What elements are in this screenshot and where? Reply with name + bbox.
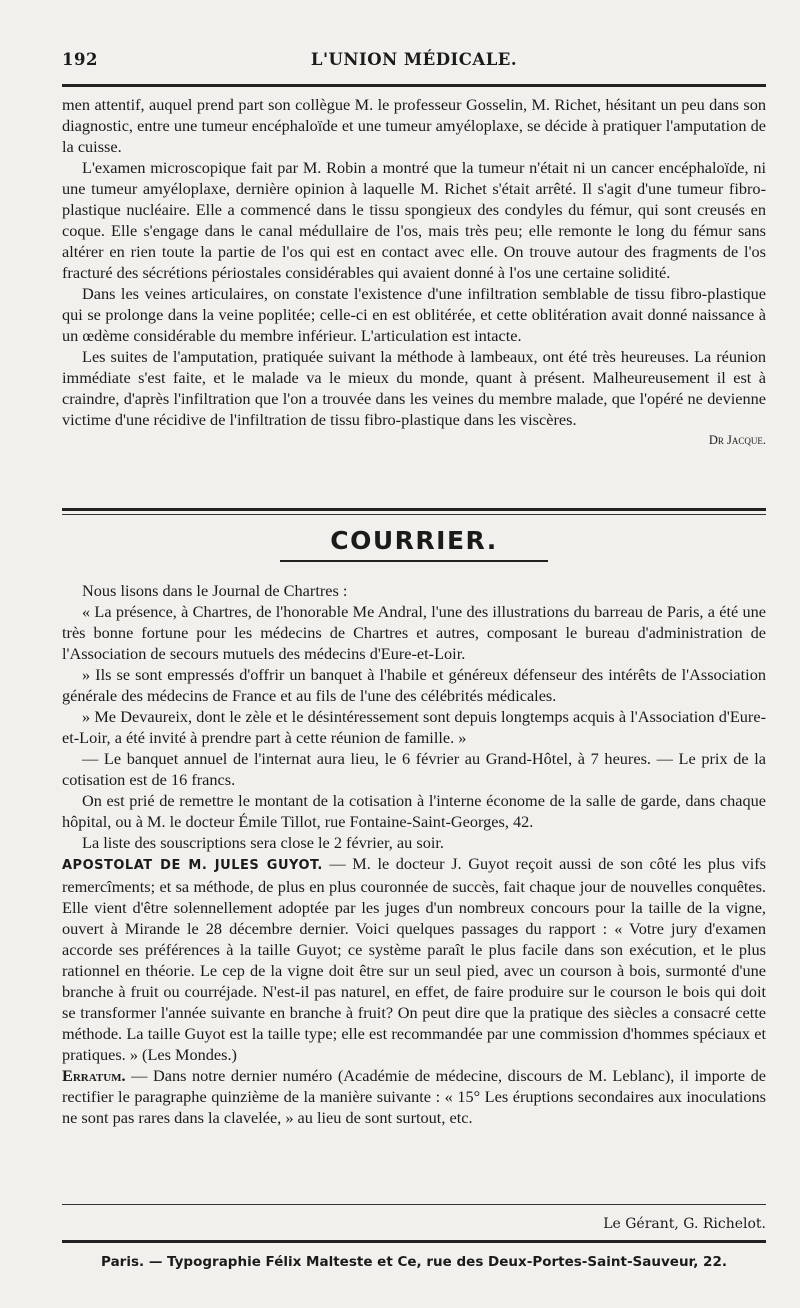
banquet-notice: — Le banquet annuel de l'internat aura lieu, le 6 février au Grand-Hôtel, à 7 heures. — Le prix de la cotisation est de 16 francs. — [62, 749, 766, 789]
apostolat-paragraph — [62, 853, 766, 1065]
courrier-body — [62, 580, 766, 1128]
quote-paragraph: » Ils se sont empressés d'offrir un banquet à l'habile et généreux défenseur des intérêts de l'Association générale des médecins de France et au fils de l'une des célébrités médicales. — [62, 665, 766, 705]
header-rule — [62, 84, 766, 87]
article-continuation — [62, 94, 766, 451]
article-paragraph: Dans les veines articulaires, on constate l'existence d'une infiltration semblable de tissu fibro-plastique qui se prolonge dans la veine poplitée; celle-ci en est oblitérée, et cette oblitération avait donné naissance à un œdème considérable du membre inférieur. L'articulation est intacte. — [62, 284, 766, 345]
running-header — [62, 50, 766, 76]
journal-title: L'UNION MÉDICALE. — [310, 50, 518, 69]
section-title: COURRIER. — [330, 526, 498, 555]
article-paragraph: L'examen microscopique fait par M. Robin a montré que la tumeur n'était ni un cancer encéphaloïde, ni une tumeur amyéloplaxe, dernière opinion à laquelle M. Richet s'était arrêté. Il s'agit d'une tumeur fibro-plastique nucléaire. Elle a commencé dans le tissu spongieux des condyles du fémur, qui sont creusés en coque. Elle s'engage dans le canal médullaire de l'os, mais très peu; elle remonte le long du fémur sans altérer en rien toute la partie de l'os qui est en contact avec elle. On trouve autour des fragments de l'os fracturé des sécrétions périostales considérables qui avaient donné à l'os une certaine solidité. — [62, 158, 766, 282]
intro-line: Nous lisons dans le Journal de Chartres : — [82, 581, 348, 600]
apostolat-text: — M. le docteur J. Guyot reçoit aussi de son côté les plus vifs remercîments; et sa méthode, de plus en plus couronnée de succès, fait chaque jour de nouvelles conquêtes. Elle vient d'être solennellement adoptée par les juges d'un nombreux concours pour la taille de la vigne, ouvert à Mirande le 28 décembre dernier. Voici quelques passages du rapport : « Votre jury d'examen accorde ses préférences à la taille Guyot; ce système paraît le plus facile dans son exécution, et le plus rationnel en théorie. Le cep de la vigne doit être sur un seul pied, avec un courson à bois, surmonté d'une branche à fruit ou courréjade. N'est-il pas naturel, en effet, de faire produire sur le courson le bois qui doit se transformer l'année suivante en branche à fruit? On peut dire que la pratique des siècles a consacré cette méthode. La taille Guyot est la taille type; elle est recommandée par une commission d'hommes spéciaux et pratiques. » (Les Mondes.) — [62, 854, 766, 1064]
apostolat-label: APOSTOLAT DE M. JULES GUYOT. — [62, 858, 323, 873]
footer-rule — [62, 1240, 766, 1243]
article-signature: Dr Jacque. — [708, 433, 766, 447]
closing-rule — [62, 1204, 766, 1205]
erratum-label: Erratum. — [62, 1066, 126, 1085]
page-number: 192 — [62, 50, 98, 69]
section-rule — [62, 508, 766, 511]
souscriptions-notice: La liste des souscriptions sera close le 2 février, au soir. — [82, 833, 444, 852]
gerant-signature: Le Gérant, G. Richelot. — [603, 1216, 766, 1232]
section-rule-thin — [62, 514, 766, 515]
printer-footer: Paris. — Typographie Félix Malteste et Ce, rue des Deux-Portes-Saint-Sauveur, 22. — [101, 1254, 727, 1270]
erratum-text: — Dans notre dernier numéro (Académie de médecine, discours de M. Leblanc), il importe de rectifier le paragraphe quinzième de la manière suivante : « 15° Les éruptions secondaires aux inoculations ne sont pas rares dans la clavelée, » au lieu de sont surtout, etc. — [62, 1066, 766, 1127]
title-underline — [280, 560, 548, 562]
quote-paragraph: » Me Devaureix, dont le zèle et le désintéressement sont depuis longtemps acquis à l'Association d'Eure-et-Loir, a été invité à prendre part à cette réunion de famille. » — [62, 707, 766, 747]
erratum-paragraph — [62, 1065, 766, 1128]
quote-paragraph: « La présence, à Chartres, de l'honorable Me Andral, l'une des illustrations du barreau de Paris, a été une très bonne fortune pour les médecins de Chartres et autres, composant le bureau d'administration de l'Association de secours mutuels des médecins d'Eure-et-Loir. — [62, 602, 766, 663]
article-paragraph: Les suites de l'amputation, pratiquée suivant la méthode à lambeaux, ont été très heureuses. La réunion immédiate s'est faite, et le malade va le mieux du monde, quant à présent. Malheureusement il est à craindre, d'après l'infiltration que l'on a trouvée dans les veines du membre malade, que l'opéré ne devienne victime d'une récidive de l'infiltration de tissu fibro-plastique dans les viscères. — [62, 347, 766, 429]
article-paragraph: men attentif, auquel prend part son collègue M. le professeur Gosselin, M. Richet, hésitant un peu dans son diagnostic, entre une tumeur encéphaloïde et une tumeur amyéloplaxe, se décide à pratiquer l'amputation de la cuisse. — [62, 95, 766, 156]
cotisation-notice: On est prié de remettre le montant de la cotisation à l'interne économe de la salle de garde, dans chaque hôpital, ou à M. le docteur Émile Tillot, rue Fontaine-Saint-Georges, 42. — [62, 791, 766, 831]
